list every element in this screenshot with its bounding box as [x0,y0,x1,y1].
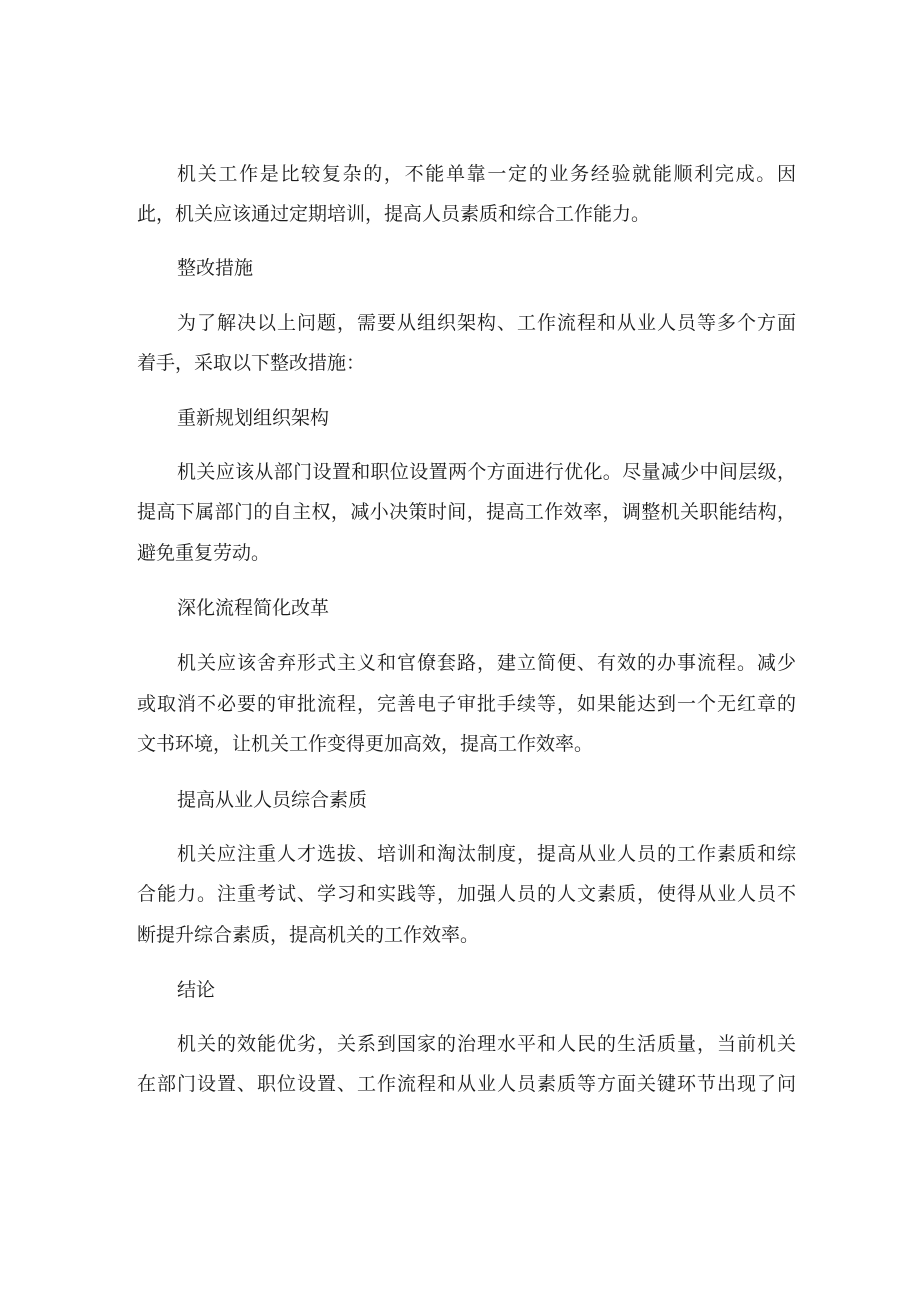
section-heading: 重新规划组织架构 [177,407,330,429]
section-heading: 提高从业人员综合素质 [177,789,368,811]
paragraph-line: 提高下属部门的自主权，减小决策时间，提高工作效率，调整机关职能结构， [137,501,796,523]
paragraph-line: 文书环境，让机关工作变得更加高效，提高工作效率。 [137,733,594,755]
paragraph-line: 避免重复劳动。 [137,542,271,564]
paragraph-line: 着手，采取以下整改措施： [137,352,366,374]
paragraph-line: 合能力。注重考试、学习和实践等，加强人员的人文素质，使得从业人员不 [137,883,796,905]
section-heading: 结论 [177,979,216,1001]
paragraph-line: 此，机关应该通过定期培训，提高人员素质和综合工作能力。 [137,203,651,225]
paragraph-line: 机关应注重人才选拔、培训和淘汰制度，提高从业人员的工作素质和综 [177,843,796,865]
section-heading: 深化流程简化改革 [177,597,330,619]
paragraph-line: 机关应该舍弃形式主义和官僚套路，建立简便、有效的办事流程。减少 [177,652,796,674]
paragraph-line: 或取消不必要的审批流程，完善电子审批手续等，如果能达到一个无红章的 [137,693,796,715]
paragraph-line: 为了解决以上问题，需要从组织架构、工作流程和从业人员等多个方面 [177,312,796,334]
paragraph-line: 在部门设置、职位设置、工作流程和从业人员素质等方面关键环节出现了问 [137,1073,796,1095]
paragraph-line: 机关工作是比较复杂的，不能单靠一定的业务经验就能顺利完成。因 [177,163,796,185]
paragraph-line: 断提升综合素质，提高机关的工作效率。 [137,924,480,946]
paragraph-line: 机关的效能优劣，关系到国家的治理水平和人民的生活质量，当前机关 [177,1033,796,1055]
section-heading: 整改措施 [177,257,254,279]
paragraph-line: 机关应该从部门设置和职位设置两个方面进行优化。尽量减少中间层级， [177,461,796,483]
